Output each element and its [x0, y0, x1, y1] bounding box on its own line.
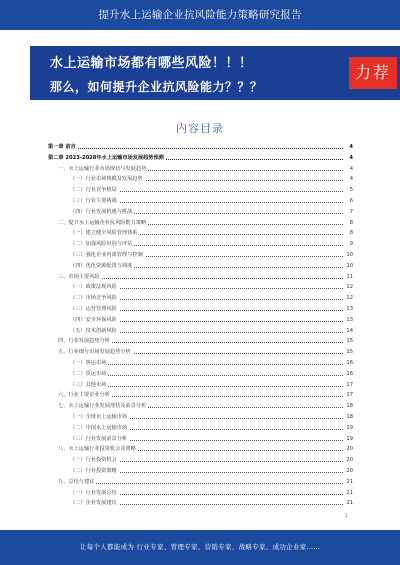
- toc-entry[interactable]: [48, 282, 353, 292]
- toc-entry-page: 10: [344, 261, 353, 271]
- toc-leader-dots: [70, 386, 343, 387]
- toc-entry[interactable]: [48, 142, 353, 152]
- toc-entry-page: 13: [344, 304, 353, 314]
- toc-entry-page: 15: [344, 347, 353, 357]
- toc-entry-title: （三）行业发展前景分析: [70, 435, 128, 442]
- toc-entry[interactable]: [48, 423, 353, 433]
- toc-entry[interactable]: [48, 336, 353, 346]
- toc-entry-page: 4: [344, 164, 353, 174]
- toc-entry[interactable]: [48, 185, 353, 195]
- toc-entry-title: （二）货运市场: [70, 370, 107, 377]
- toc-entry[interactable]: [48, 401, 353, 411]
- toc-entry-title: 八、水上运输行业投资机会及策略: [58, 446, 136, 453]
- report-title: 提升水上运输企业抗风险能力策略研究报告: [98, 9, 302, 21]
- toc-entry-page: 9: [344, 239, 353, 249]
- toc-entry-title: （一）行业投资机会: [70, 457, 117, 464]
- toc-entry-title: （三）其他市场: [70, 381, 107, 388]
- toc-entry[interactable]: [48, 261, 353, 271]
- toc-entry-page: 16: [344, 358, 353, 368]
- toc-entry[interactable]: [48, 444, 353, 454]
- toc-entry-page: 19: [344, 434, 353, 444]
- toc-entry-title: （二）中国水上运输市场: [70, 424, 128, 431]
- toc-entry-title: 五、行业细分市场发展趋势分析: [58, 349, 131, 356]
- toc-entry-title: （二）行业竞争格局: [70, 187, 117, 194]
- toc-entry-title: 一、水上运输行业市场现状与发展趋势: [58, 165, 147, 172]
- toc-entry[interactable]: [48, 250, 353, 260]
- toc-leader-dots: [70, 364, 343, 365]
- toc-entry-page: 15: [344, 336, 353, 346]
- toc-entry-title: （四）安全环保风险: [70, 316, 117, 323]
- toc-entry-page: 13: [344, 315, 353, 325]
- toc-entry-title: 三、市场主要风险: [58, 273, 100, 280]
- footer-slogan: 让每个人都能成为 行业专家、管理专家、营销专家、战略专家、成功企业家……: [79, 543, 321, 551]
- toc-entry-title: 七、水上运输行业发展现状及前景分析: [58, 403, 147, 410]
- toc-entry[interactable]: [48, 315, 353, 325]
- toc-entry[interactable]: [48, 466, 353, 476]
- toc-entry-page: 5: [344, 185, 353, 195]
- toc-entry-title: （四）行业发展机遇与挑战: [70, 208, 133, 215]
- toc-entry[interactable]: [48, 455, 353, 465]
- table-of-contents: [48, 142, 353, 512]
- toc-entry-page: 14: [344, 326, 353, 336]
- toc-entry[interactable]: [48, 272, 353, 282]
- toc-entry-page: 21: [344, 477, 353, 487]
- brand-logo: 力荐: [349, 57, 397, 89]
- toc-entry-page: 18: [344, 401, 353, 411]
- toc-entry[interactable]: [48, 153, 353, 163]
- toc-entry-title: （一）行业市场规模及发展趋势: [70, 176, 143, 183]
- toc-entry-page: 19: [344, 423, 353, 433]
- toc-entry-title: （二）市场竞争风险: [70, 295, 117, 302]
- toc-entry-page: 21: [344, 488, 353, 498]
- toc-entry[interactable]: [48, 434, 353, 444]
- toc-entry[interactable]: [48, 239, 353, 249]
- toc-entry-title: （一）客运市场: [70, 360, 107, 366]
- toc-leader-dots: [58, 483, 343, 484]
- toc-entry-page: 20: [344, 444, 353, 454]
- toc-entry[interactable]: [48, 293, 353, 303]
- toc-entry-title: （二）企业发展建议: [70, 500, 117, 507]
- toc-entry[interactable]: [48, 412, 353, 422]
- toc-entry[interactable]: [48, 304, 353, 314]
- toc-entry[interactable]: [48, 347, 353, 357]
- toc-entry-title: 四、行业发展趋势分析: [58, 338, 110, 345]
- toc-entry[interactable]: [48, 196, 353, 206]
- toc-entry[interactable]: [48, 498, 353, 508]
- toc-entry-page: 21: [344, 498, 353, 508]
- toc-entry-page: 20: [344, 455, 353, 465]
- toc-entry[interactable]: [48, 358, 353, 368]
- toc-entry-title: （一）建立健全风险管理体系: [70, 230, 138, 237]
- toc-entry[interactable]: [48, 174, 353, 184]
- toc-entry-page: 10: [344, 250, 353, 260]
- toc-entry-title: （二）行业投资策略: [70, 468, 117, 474]
- toc-leader-dots: [48, 148, 343, 149]
- toc-entry-title: （三）运营管理风险: [70, 306, 117, 312]
- toc-heading: 内容目录: [176, 122, 224, 135]
- toc-entry[interactable]: [48, 164, 353, 174]
- toc-entry[interactable]: [48, 326, 353, 336]
- toc-entry-title: （二）加强风险识别与评估: [70, 241, 133, 248]
- toc-entry-page: 18: [344, 412, 353, 422]
- toc-entry-title: （一）全球水上运输市场: [70, 414, 128, 420]
- toc-entry-page: 6: [344, 196, 353, 206]
- toc-entry-page: 20: [344, 466, 353, 476]
- toc-entry[interactable]: [48, 218, 353, 228]
- toc-entry[interactable]: [48, 228, 353, 238]
- toc-entry-page: 7: [344, 207, 353, 217]
- toc-leader-dots: [70, 375, 343, 376]
- banner-headline: 水上运输市场都有哪些风险！！！: [50, 56, 253, 71]
- toc-entry-page: 4: [344, 142, 353, 152]
- toc-entry-title: 第一章 前言: [48, 144, 76, 150]
- toc-entry-title: （一）政策法规风险: [70, 284, 117, 291]
- toc-entry-page: 17: [344, 380, 353, 390]
- toc-entry-title: （五）技术创新风险: [70, 327, 117, 334]
- banner-subheadline: 那么，如何提升企业抗风险能力？？？: [50, 80, 263, 94]
- toc-entry-title: （一）行业发展总结: [70, 489, 117, 496]
- toc-entry-page: 17: [344, 390, 353, 400]
- toc-entry-page: 8: [344, 228, 353, 238]
- toc-entry-title: 九、总结与建议: [58, 478, 95, 485]
- toc-entry-title: 六、行业主要企业分析: [58, 392, 110, 399]
- toc-entry-page: 4: [344, 153, 353, 163]
- toc-entry-page: 4: [344, 174, 353, 184]
- toc-entry-page: 12: [344, 282, 353, 292]
- toc-entry-title: （三）行业主要挑战: [70, 198, 117, 204]
- toc-entry-title: （四）优化资源配置与调度: [70, 262, 133, 269]
- toc-entry-page: 11: [344, 272, 353, 282]
- toc-entry-page: 16: [344, 369, 353, 379]
- toc-entry-page: 12: [344, 293, 353, 303]
- toc-entry[interactable]: [48, 207, 353, 217]
- toc-entry[interactable]: [48, 369, 353, 379]
- toc-entry-title: （三）强化企业内部管理与控制: [70, 252, 143, 258]
- toc-entry[interactable]: [48, 390, 353, 400]
- toc-entry-title: 二、提升水上运输企业抗风险能力策略: [58, 219, 147, 226]
- toc-entry[interactable]: [48, 380, 353, 390]
- toc-entry[interactable]: [48, 488, 353, 498]
- toc-entry-title: 第二章 2023-2028年水上运输市场发展趋势预测: [48, 154, 164, 161]
- page-number: 1: [345, 513, 348, 518]
- toc-entry-page: 8: [344, 218, 353, 228]
- toc-entry[interactable]: [48, 477, 353, 487]
